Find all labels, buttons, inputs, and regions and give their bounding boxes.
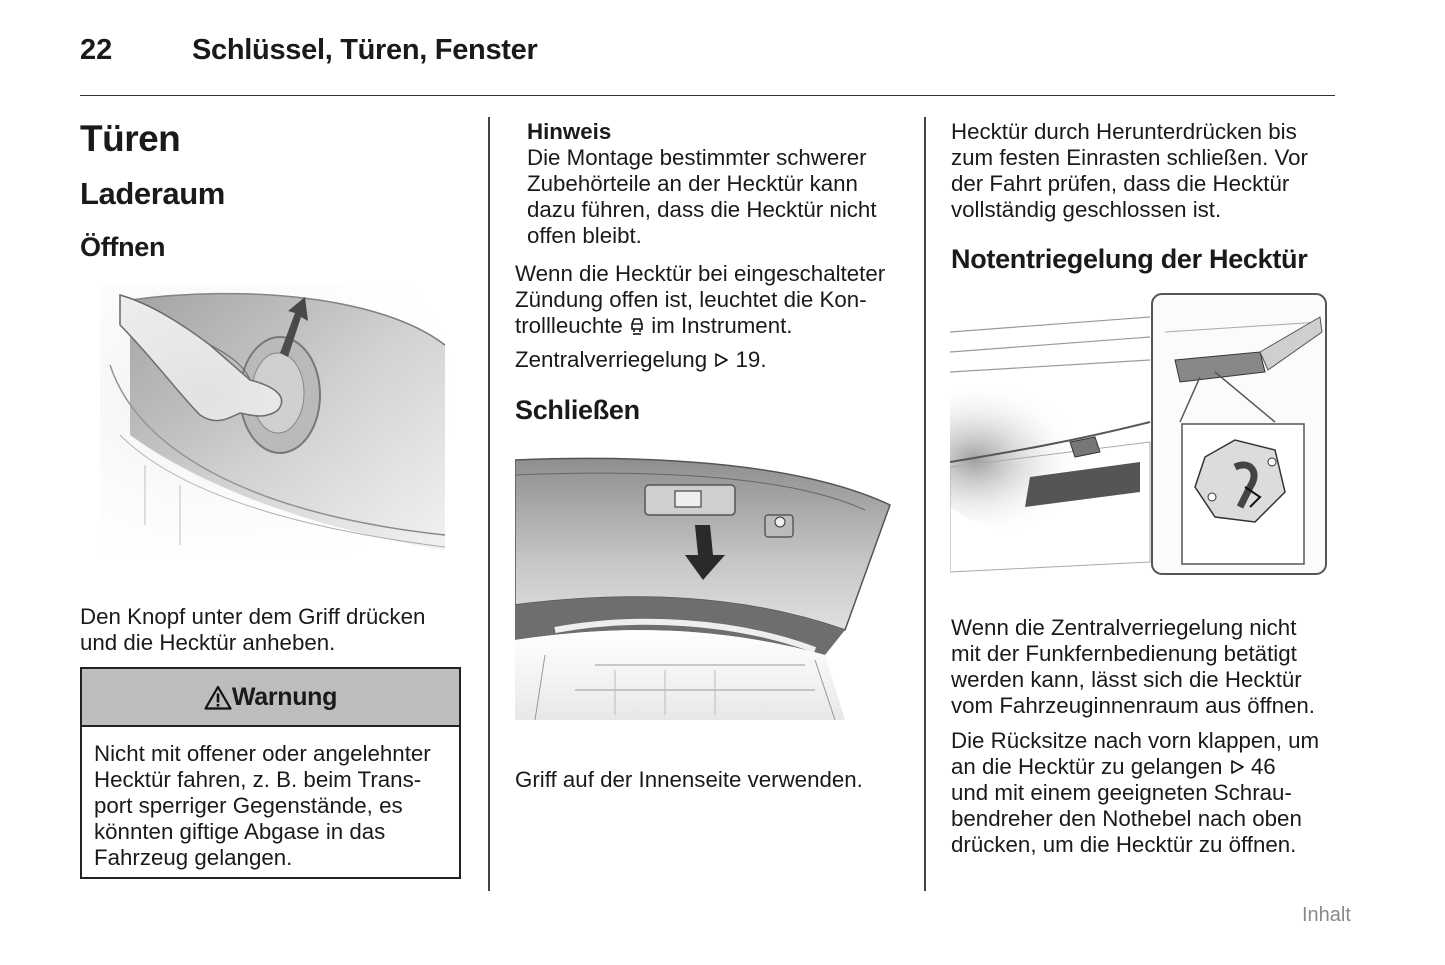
control-light-paragraph	[515, 261, 885, 339]
rear-seats-page-ref[interactable]: 46	[1250, 754, 1276, 779]
emergency-release-illustration	[950, 292, 1330, 577]
chapter-title: Schlüssel, Türen, Fenster	[192, 34, 538, 66]
section-title: Türen	[80, 118, 181, 159]
subsection-title: Laderaum	[80, 176, 225, 211]
heading-close: Schließen	[515, 395, 640, 425]
contents-link[interactable]: Inhalt	[1302, 904, 1351, 926]
page-reference-arrow-icon	[1229, 757, 1245, 777]
warning-header	[82, 669, 459, 727]
tailgate-open-warning-icon	[629, 316, 645, 336]
rear-seats-line-2a: an die Hecktür zu gelangen	[951, 754, 1223, 779]
caption-line-2: und die Hecktür anheben.	[80, 630, 336, 655]
warning-text: Nicht mit offener oder angelehnter Hecktür fahren, z. B. beim Trans- port sperriger Gegenstände, es könnten giftige Abgase in das Fahrzeug gelangen.	[94, 741, 431, 870]
tailgate-close-illustration	[515, 455, 895, 720]
page-number: 22	[80, 34, 113, 66]
note-title: Hinweis	[527, 119, 612, 144]
rear-seats-rest: und mit einem geeigneten Schrau- bendreher den Nothebel nach oben drücken, um die Hecktür zu öffnen.	[951, 780, 1302, 857]
para-line-2: Zündung offen ist, leuchtet die Kon-	[515, 287, 867, 312]
tailgate-open-illustration	[100, 285, 455, 560]
column-divider-left	[488, 117, 490, 891]
warning-triangle-icon	[204, 685, 232, 710]
warning-box	[80, 667, 461, 879]
close-caption: Griff auf der Innenseite verwenden.	[515, 767, 863, 792]
warning-title: Warnung	[231, 682, 338, 711]
header-divider	[80, 95, 1335, 96]
rear-seats-line-1: Die Rücksitze nach vorn klappen, um	[951, 728, 1320, 753]
close-instructions: Hecktür durch Herunterdrücken bis zum festen Einrasten schließen. Vor der Fahrt prüfen, dass die Hecktür vollständig geschlossen ist.	[951, 119, 1308, 222]
open-caption	[80, 604, 425, 656]
para-line-1: Wenn die Hecktür bei eingeschalteter	[515, 261, 886, 286]
page-reference-arrow-icon	[713, 350, 729, 370]
reference-page[interactable]: 19.	[735, 347, 767, 372]
reference-text[interactable]: Zentralverriegelung	[515, 347, 708, 372]
central-locking-reference[interactable]	[515, 347, 767, 373]
column-divider-right	[924, 117, 926, 891]
para-line-3b: im Instrument.	[651, 313, 793, 338]
note-text: Die Montage bestimmter schwerer Zubehörteile an der Hecktür kann dazu führen, dass die Hecktür nicht offen bleibt.	[527, 145, 877, 248]
heading-emergency-release: Notentriegelung der Hecktür	[951, 244, 1308, 274]
emergency-release-paragraph: Wenn die Zentralverriegelung nicht mit der Funkfernbedienung betätigt werden kann, lässt sich die Hecktür vom Fahrzeuginnenraum aus öffnen.	[951, 615, 1315, 718]
para-line-3a: trollleuchte	[515, 313, 623, 338]
caption-line-1: Den Knopf unter dem Griff drücken	[80, 604, 426, 629]
rear-seats-paragraph	[951, 728, 1319, 858]
heading-open: Öffnen	[80, 232, 166, 262]
